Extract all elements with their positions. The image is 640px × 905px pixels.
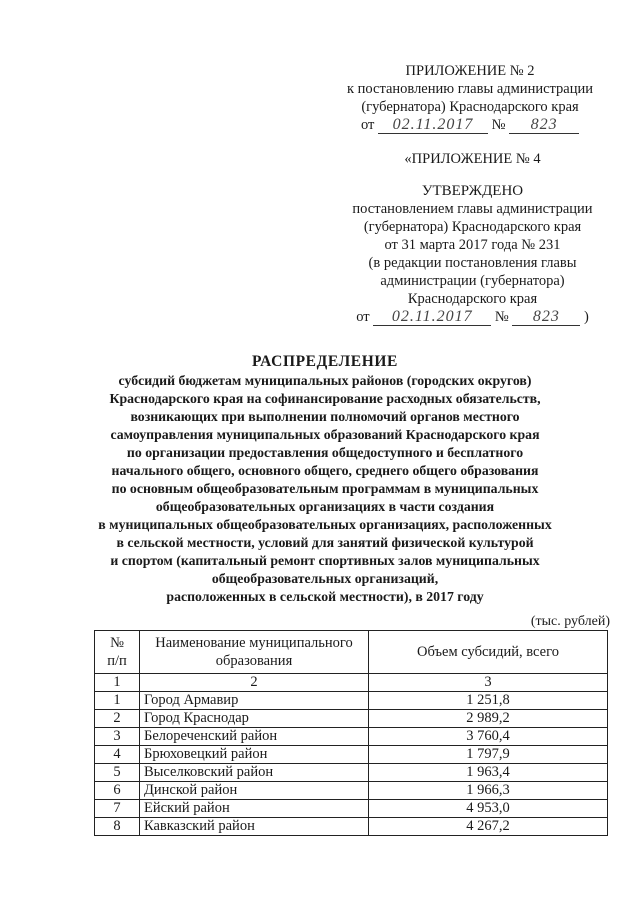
approved-line-2: (губернатора) Краснодарского края xyxy=(363,219,582,235)
approved-line-1: постановлением главы администрации xyxy=(352,201,593,217)
table-row xyxy=(95,782,608,800)
col-number-1: 1 xyxy=(95,674,140,692)
row-number: 5 xyxy=(95,764,140,782)
heading-line-3: возникающих при выполнении полномочий органов местного xyxy=(130,409,520,424)
header-name: Наименование муниципального образования xyxy=(140,631,369,674)
row-number: 1 xyxy=(95,692,140,710)
approved-line-6: Краснодарского края xyxy=(407,291,538,307)
table-row xyxy=(95,710,608,728)
handwritten-number: 823 xyxy=(512,309,580,326)
row-name: Брюховецкий район xyxy=(140,746,369,764)
heading-line-6: начального общего, основного общего, среднего общего образования xyxy=(111,463,539,478)
row-amount: 2 989,2 xyxy=(369,710,608,728)
appendix-line-2: (губернатора) Краснодарского края xyxy=(361,99,579,115)
row-name: Белореченский район xyxy=(140,728,369,746)
row-name: Ейский район xyxy=(140,800,369,818)
row-amount: 4 953,0 xyxy=(369,800,608,818)
table-row xyxy=(95,728,608,746)
handwritten-number: 823 xyxy=(509,117,579,134)
number-label: № xyxy=(494,309,509,325)
col-number-2: 2 xyxy=(140,674,369,692)
table-row xyxy=(95,746,608,764)
heading-line-9: в муниципальных общеобразовательных организациях, расположенных xyxy=(98,517,552,532)
row-number: 7 xyxy=(95,800,140,818)
row-number: 6 xyxy=(95,782,140,800)
appendix-line-1: к постановлению главы администрации xyxy=(346,81,594,97)
approved-date-line xyxy=(335,308,610,326)
table-row xyxy=(95,692,608,710)
approved-block xyxy=(335,150,610,326)
approved-line-3: от 31 марта 2017 года № 231 xyxy=(384,237,561,253)
row-number: 8 xyxy=(95,818,140,836)
distribution-heading xyxy=(60,352,590,606)
header-number: № п/п xyxy=(95,631,140,674)
units-label: (тыс. рублей) xyxy=(530,614,610,629)
table-row xyxy=(95,800,608,818)
approved-title: УТВЕРЖДЕНО xyxy=(421,183,524,199)
subsidy-table xyxy=(94,630,608,836)
table-row xyxy=(95,764,608,782)
row-amount: 1 251,8 xyxy=(369,692,608,710)
heading-line-5: по организации предоставления общедоступного и бесплатного xyxy=(126,445,524,460)
row-amount: 1 797,9 xyxy=(369,746,608,764)
row-name: Выселковский район xyxy=(140,764,369,782)
row-number: 3 xyxy=(95,728,140,746)
heading-line-2: Краснодарского края на софинансирование расходных обязательств, xyxy=(109,391,541,406)
appendix-block xyxy=(330,62,610,134)
number-label: № xyxy=(491,117,506,133)
table-header-row xyxy=(95,631,608,674)
appendix-title: ПРИЛОЖЕНИЕ № 2 xyxy=(405,63,535,79)
column-number-row xyxy=(95,674,608,692)
appendix-date-line xyxy=(330,116,610,134)
heading-line-10: в сельской местности, условий для занятий физической культурой xyxy=(116,535,534,550)
row-amount: 3 760,4 xyxy=(369,728,608,746)
heading-line-12: общеобразовательных организаций, xyxy=(211,571,439,586)
row-amount: 4 267,2 xyxy=(369,818,608,836)
heading-line-8: общеобразовательных организациях в части создания xyxy=(155,499,495,514)
heading-line-7: по основным общеобразовательным программам в муниципальных xyxy=(111,481,539,496)
row-name: Город Армавир xyxy=(140,692,369,710)
heading-line-1: субсидий бюджетам муниципальных районов (городских округов) xyxy=(118,373,532,388)
approved-appendix-title: «ПРИЛОЖЕНИЕ № 4 xyxy=(404,151,541,167)
heading-line-4: самоуправления муниципальных образований Краснодарского края xyxy=(110,427,540,442)
col-number-3: 3 xyxy=(369,674,608,692)
row-name: Динской район xyxy=(140,782,369,800)
from-label: от xyxy=(356,309,370,325)
row-amount: 1 963,4 xyxy=(369,764,608,782)
heading-line-11: и спортом (капитальный ремонт спортивных залов муниципальных xyxy=(110,553,540,568)
approved-line-5: администрации (губернатора) xyxy=(380,273,565,289)
row-number: 2 xyxy=(95,710,140,728)
closing-paren: ) xyxy=(583,309,589,325)
header-amount: Объем субсидий, всего xyxy=(369,631,608,674)
table-row xyxy=(95,818,608,836)
row-number: 4 xyxy=(95,746,140,764)
approved-line-4: (в редакции постановления главы xyxy=(368,255,577,271)
heading-title: РАСПРЕДЕЛЕНИЕ xyxy=(252,353,398,370)
row-amount: 1 966,3 xyxy=(369,782,608,800)
row-name: Город Краснодар xyxy=(140,710,369,728)
row-name: Кавказский район xyxy=(140,818,369,836)
from-label: от xyxy=(360,117,375,133)
handwritten-date: 02.11.2017 xyxy=(378,117,488,134)
heading-line-13: расположенных в сельской местности), в 2017 году xyxy=(166,589,484,604)
handwritten-date: 02.11.2017 xyxy=(373,309,491,326)
